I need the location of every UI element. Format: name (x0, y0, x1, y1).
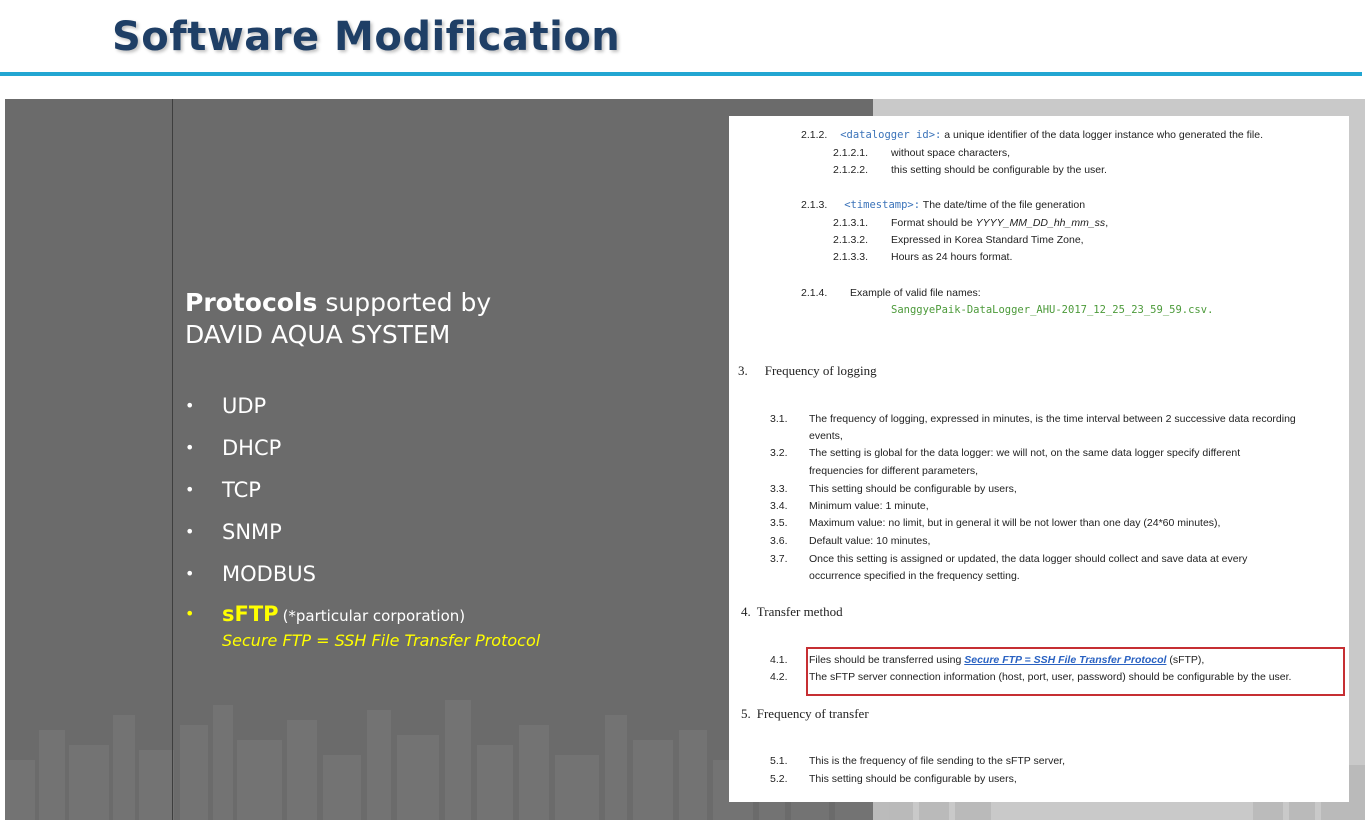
spec-document-excerpt (729, 116, 1349, 802)
doc-line (801, 129, 1263, 141)
section-number: 4. (741, 604, 751, 619)
doc-text: This setting should be configurable by users, (809, 773, 1017, 785)
section-heading (741, 706, 869, 722)
panel-divider-line (172, 99, 173, 820)
format-pattern: YYYY_MM_DD_hh_mm_ss (975, 217, 1106, 229)
doc-text: The frequency of logging, expressed in minutes, is the time interval between 2 successive data recording (809, 413, 1296, 425)
section-number: 2.1.2.1. (833, 147, 869, 159)
bullet-icon: • (185, 604, 195, 623)
doc-text: This is the frequency of file sending to the sFTP server, (809, 755, 1066, 767)
title-underline (0, 72, 1362, 76)
sftp-label: sFTP (222, 602, 279, 626)
protocol-label: MODBUS (222, 562, 316, 586)
doc-line (833, 251, 1012, 263)
doc-text: Hours as 24 hours format. (891, 251, 1013, 263)
section-number: 3.4. (770, 500, 788, 512)
list-item (185, 427, 540, 469)
sftp-expansion: Secure FTP = SSH File Transfer Protocol (222, 631, 541, 650)
bullet-icon: • (185, 438, 195, 457)
doc-text: The date/time of the file generation (920, 199, 1086, 211)
bullet-icon: • (185, 522, 195, 541)
bullet-icon: • (185, 564, 195, 583)
section-number: 2.1.2. (801, 129, 828, 141)
protocols-section (185, 287, 540, 650)
section-number: 3. (738, 363, 748, 378)
doc-line (833, 234, 1084, 246)
doc-text: without space characters, (891, 147, 1011, 159)
doc-text: , (1105, 217, 1109, 229)
doc-line (770, 413, 1296, 425)
doc-text: Once this setting is assigned or updated, the data logger should collect and save data at every (809, 553, 1248, 565)
list-item-sftp (185, 595, 540, 650)
section-title: Frequency of logging (764, 363, 877, 378)
section-number: 5.1. (770, 755, 788, 767)
doc-text: Files should be transferred using (809, 654, 965, 666)
section-number: 2.1.3. (801, 199, 828, 211)
doc-line (833, 217, 1108, 229)
doc-text: (sFTP), (1166, 654, 1205, 666)
doc-line (770, 535, 930, 547)
list-item (185, 469, 540, 511)
protocol-label: DHCP (222, 436, 282, 460)
doc-text: Maximum value: no limit, but in general it will be not lower than one day (24*60 minutes), (809, 517, 1221, 529)
doc-text: The sFTP server connection information (host, port, user, password) should be configurable by the user. (809, 671, 1292, 683)
sftp-doc-link[interactable]: Secure FTP = SSH File Transfer Protocol (964, 654, 1167, 666)
heading-bold: Protocols (185, 288, 318, 317)
protocol-label: TCP (222, 478, 261, 502)
section-number: 2.1.3.1. (833, 217, 869, 229)
doc-text: Minimum value: 1 minute, (809, 500, 929, 512)
doc-line (770, 517, 1220, 529)
doc-line (770, 671, 1291, 683)
section-heading (741, 604, 843, 620)
protocols-heading (185, 287, 540, 351)
section-title: Frequency of transfer (756, 706, 869, 721)
section-number: 4.2. (770, 671, 788, 683)
section-number: 5. (741, 706, 751, 721)
section-number: 2.1.2.2. (833, 164, 869, 176)
list-item (185, 385, 540, 427)
doc-text: occurrence specified in the frequency setting. (809, 570, 1020, 582)
doc-text: The setting is global for the data logger: we will not, on the same data logger specify different (809, 447, 1241, 459)
doc-line (770, 483, 1017, 495)
doc-line (833, 147, 1010, 159)
doc-line (770, 755, 1065, 767)
protocol-label: SNMP (222, 520, 282, 544)
doc-line (770, 773, 1017, 785)
doc-text: events, (809, 430, 843, 442)
section-number: 3.1. (770, 413, 788, 425)
section-number: 2.1.3.2. (833, 234, 869, 246)
protocol-label: UDP (222, 394, 267, 418)
page-title: Software Modification (112, 14, 621, 60)
section-number: 5.2. (770, 773, 788, 785)
section-number: 3.5. (770, 517, 788, 529)
bullet-icon: • (185, 480, 195, 499)
doc-text: a unique identifier of the data logger instance who generated the file. (941, 129, 1263, 141)
section-number: 3.3. (770, 483, 788, 495)
doc-text: Default value: 10 minutes, (809, 535, 931, 547)
section-number: 2.1.4. (801, 287, 828, 299)
section-number: 3.6. (770, 535, 788, 547)
doc-line (770, 654, 1204, 666)
doc-line (770, 553, 1247, 565)
section-number: 2.1.3.3. (833, 251, 869, 263)
doc-text: This setting should be configurable by users, (809, 483, 1017, 495)
doc-text: Expressed in Korea Standard Time Zone, (891, 234, 1084, 246)
code-token: <datalogger id>: (840, 129, 942, 141)
heading-rest: supported by (317, 288, 492, 317)
section-heading (738, 363, 877, 379)
doc-text: Format should be (891, 217, 976, 229)
section-number: 3.2. (770, 447, 788, 459)
sftp-note: (*particular corporation) (282, 607, 466, 625)
bullet-icon: • (185, 396, 195, 415)
section-number: 3.7. (770, 553, 788, 565)
doc-line (801, 287, 981, 299)
protocol-list (185, 385, 540, 650)
list-item (185, 511, 540, 553)
list-item (185, 553, 540, 595)
doc-line (801, 199, 1085, 211)
doc-text: Example of valid file names: (850, 287, 981, 299)
doc-text: this setting should be configurable by the user. (891, 164, 1107, 176)
doc-line (833, 164, 1107, 176)
example-filename: SanggyePaik-DataLogger_AHU-2017_12_25_23_59_59.csv. (891, 304, 1214, 316)
doc-text: frequencies for different parameters, (809, 465, 979, 477)
doc-line (770, 500, 929, 512)
code-token: <timestamp>: (844, 199, 921, 211)
section-number: 4.1. (770, 654, 788, 666)
heading-line-2: DAVID AQUA SYSTEM (185, 320, 451, 349)
doc-line (770, 447, 1240, 459)
section-title: Transfer method (756, 604, 843, 619)
